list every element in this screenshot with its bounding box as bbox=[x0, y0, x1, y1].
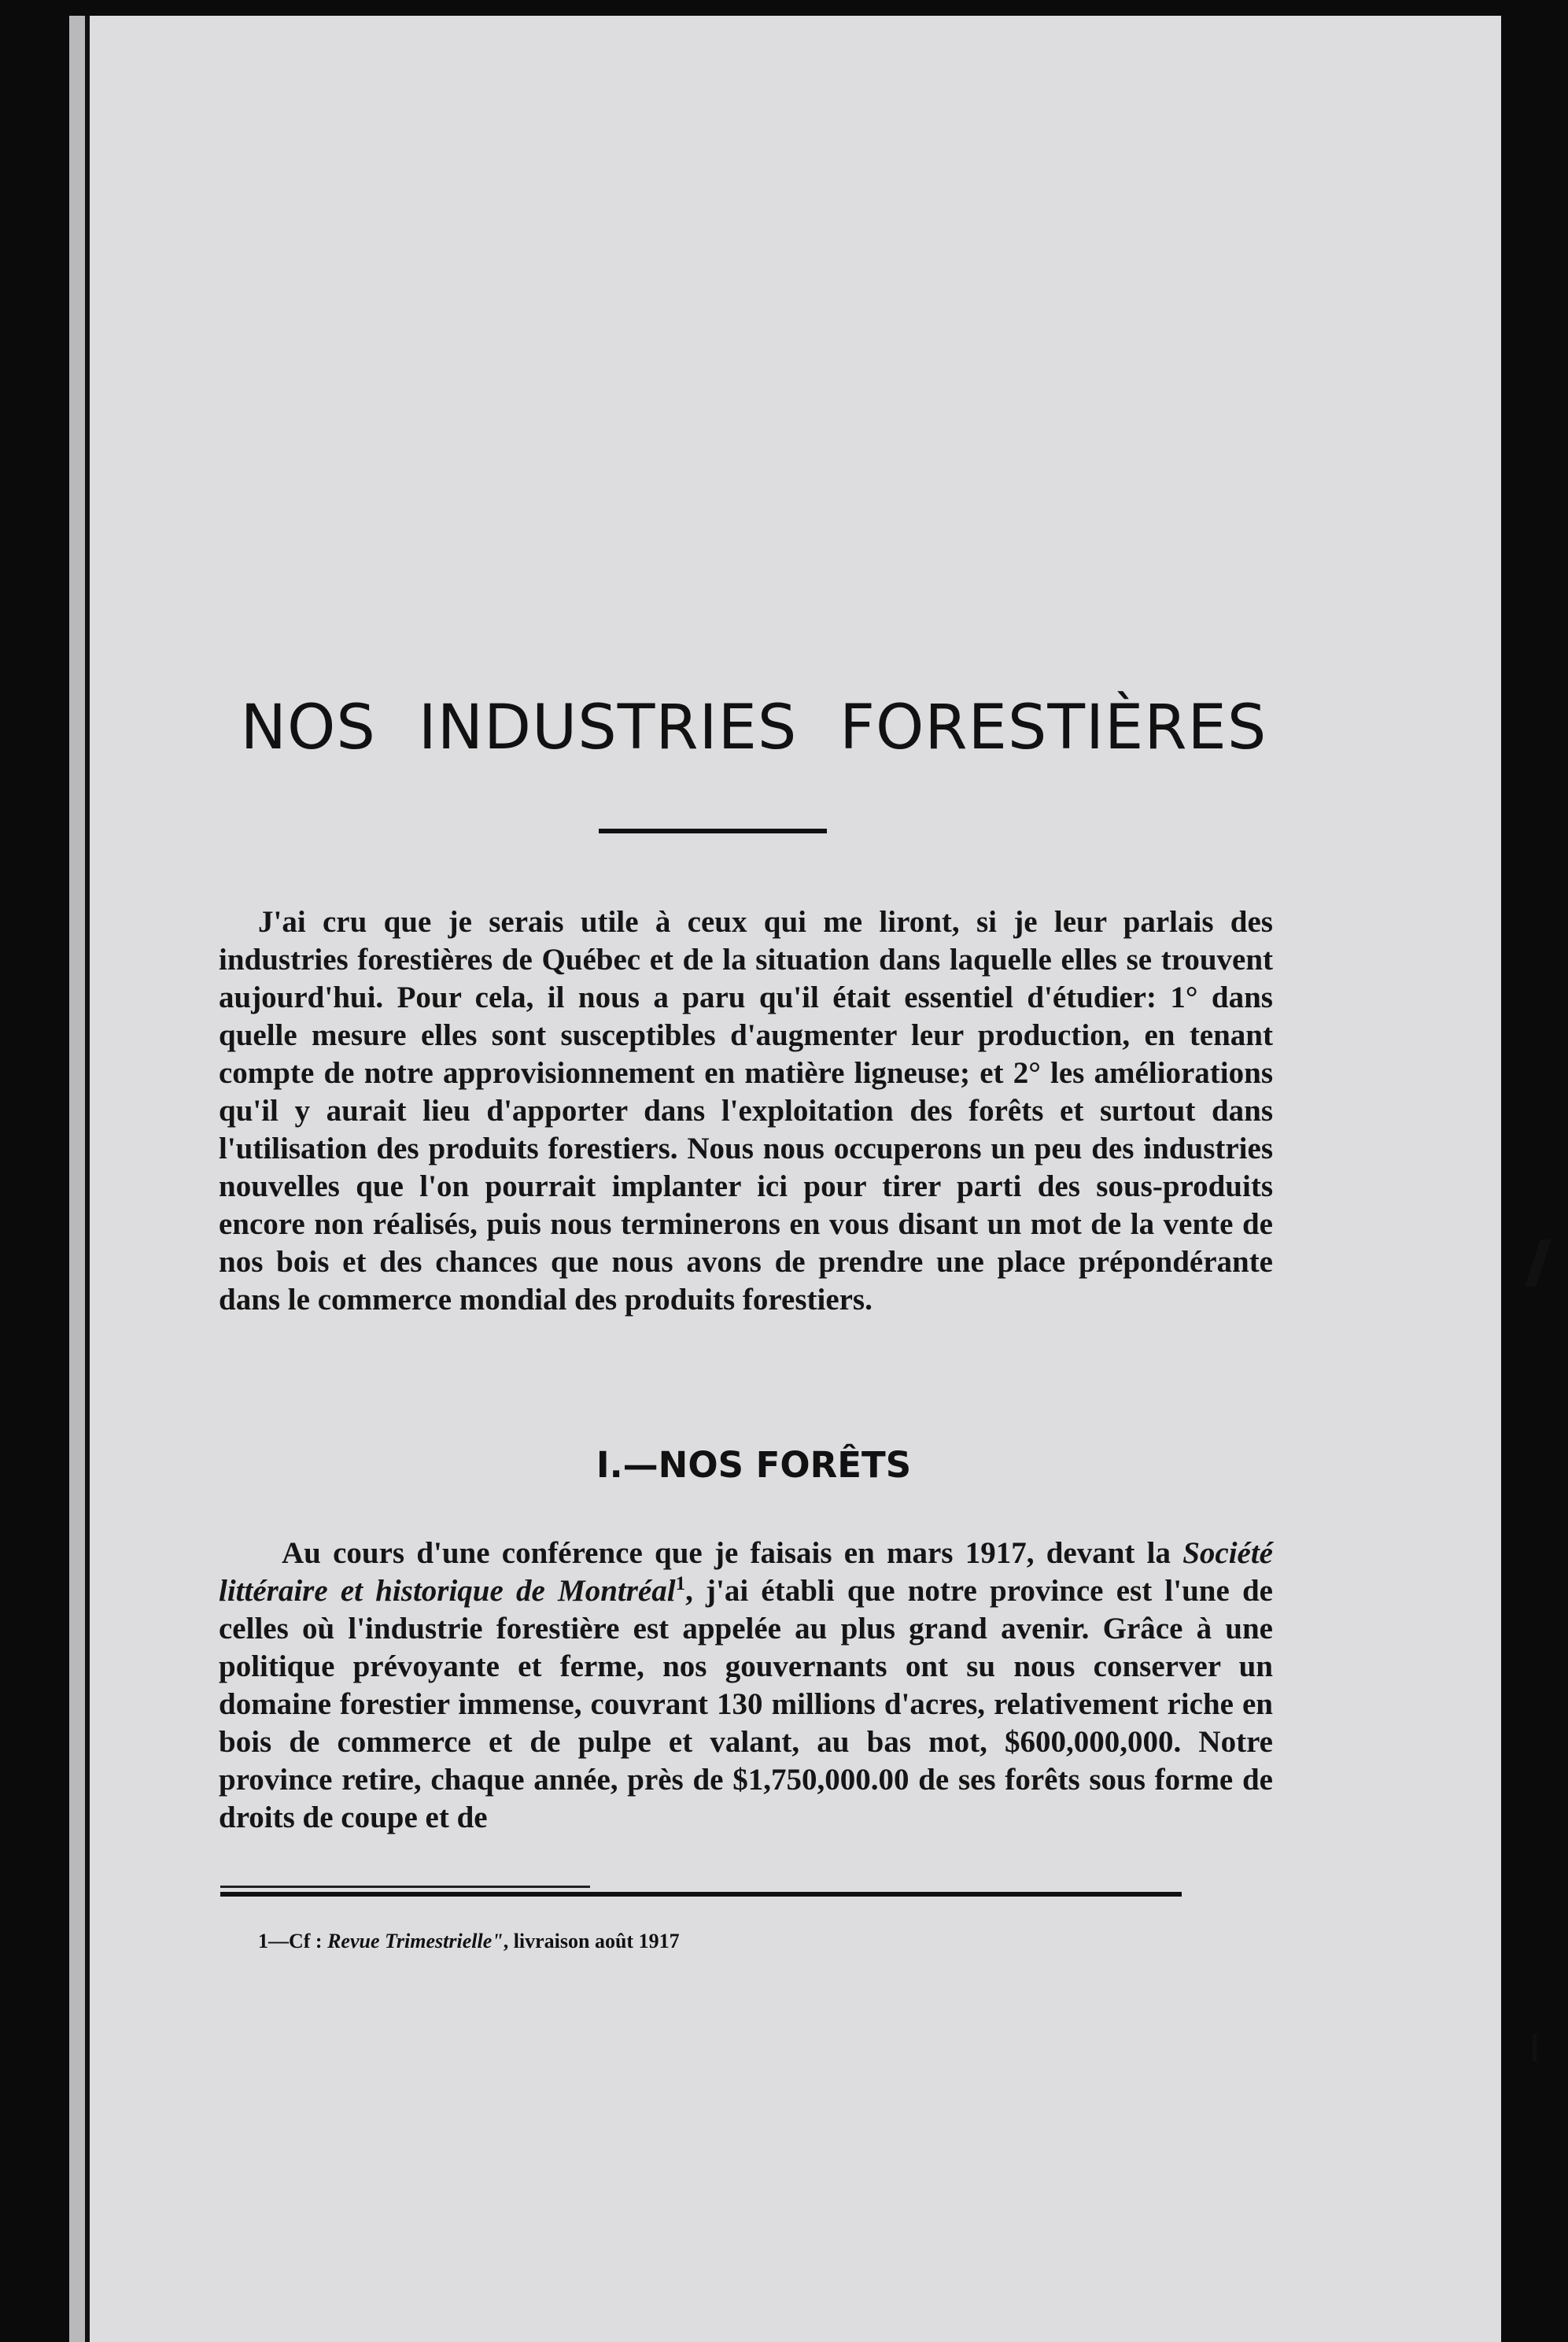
paragraph-text-start: Au cours d'une conférence que je faisais en mars 1917, devant la bbox=[282, 1536, 1183, 1570]
page-left-border bbox=[69, 16, 90, 2342]
intro-paragraph: J'ai cru que je serais utile à ceux qui me liront, si je leur parlais des industries forestières de Québec et de la situation dans laquelle elles se trouvent aujourd'hui. Pour cela, il nous a paru qu'il était essentiel d'étudier: 1° dans quelle mesure elles sont susceptibles d'augmenter leur production, en tenant compte de notre approvisionnement en matière ligneuse; et 2° les améliorations qu'il y aurait lieu d'apporter dans l'exploitation des forêts et surtout dans l'utilisation des produits forestiers. Nous nous occuperons un peu des industries nouvelles que l'on pourrait implanter ici pour tirer parti des sous-produits encore non réalisés, puis nous terminerons en vous disant un mot de la vente de nos bois et des chances que nous avons de prendre une place prépondérante dans le commerce mondial des produits forestiers. bbox=[219, 905, 1273, 1317]
scan-mark-right-lower bbox=[1533, 2034, 1537, 2061]
paragraph-text-end: , j'ai établi que notre province est l'une de celles où l'industrie forestière est appelée au plus grand avenir. Grâce à une politique prévoyante et ferme, nos gouvernants ont su nous conserver un domaine forestier immense, couvrant 130 millions d'acres, relativement riche en bois de commerce et de pulpe et valant, au bas mot, $600,000,000. Notre province retire, chaque année, près de $1,750,000.00 de ses forêts sous forme de droits de coupe et de bbox=[219, 1574, 1273, 1834]
title-rule bbox=[599, 829, 827, 833]
footnote-suffix: , livraison août 1917 bbox=[503, 1930, 680, 1952]
section-heading: I.—NOS FORÊTS bbox=[596, 1444, 912, 1486]
page-title: NOS INDUSTRIES FORESTIÈRES bbox=[240, 693, 1267, 763]
society-name: Société littéraire et historique de Montréal bbox=[219, 1536, 1273, 1608]
section-paragraph-block bbox=[219, 1535, 1273, 1837]
footnote-journal: Revue Trimestrielle" bbox=[327, 1930, 504, 1952]
footnote-reference: 1 bbox=[675, 1573, 686, 1594]
footnote-prefix: 1—Cf : bbox=[258, 1930, 328, 1952]
intro-paragraph-block bbox=[219, 903, 1273, 1319]
footnote bbox=[258, 1930, 680, 1953]
scanned-page bbox=[69, 16, 1501, 2342]
footnote-rule bbox=[220, 1892, 1182, 1897]
scan-mark-right-upper bbox=[1525, 1239, 1551, 1287]
section-paragraph bbox=[219, 1535, 1273, 1837]
